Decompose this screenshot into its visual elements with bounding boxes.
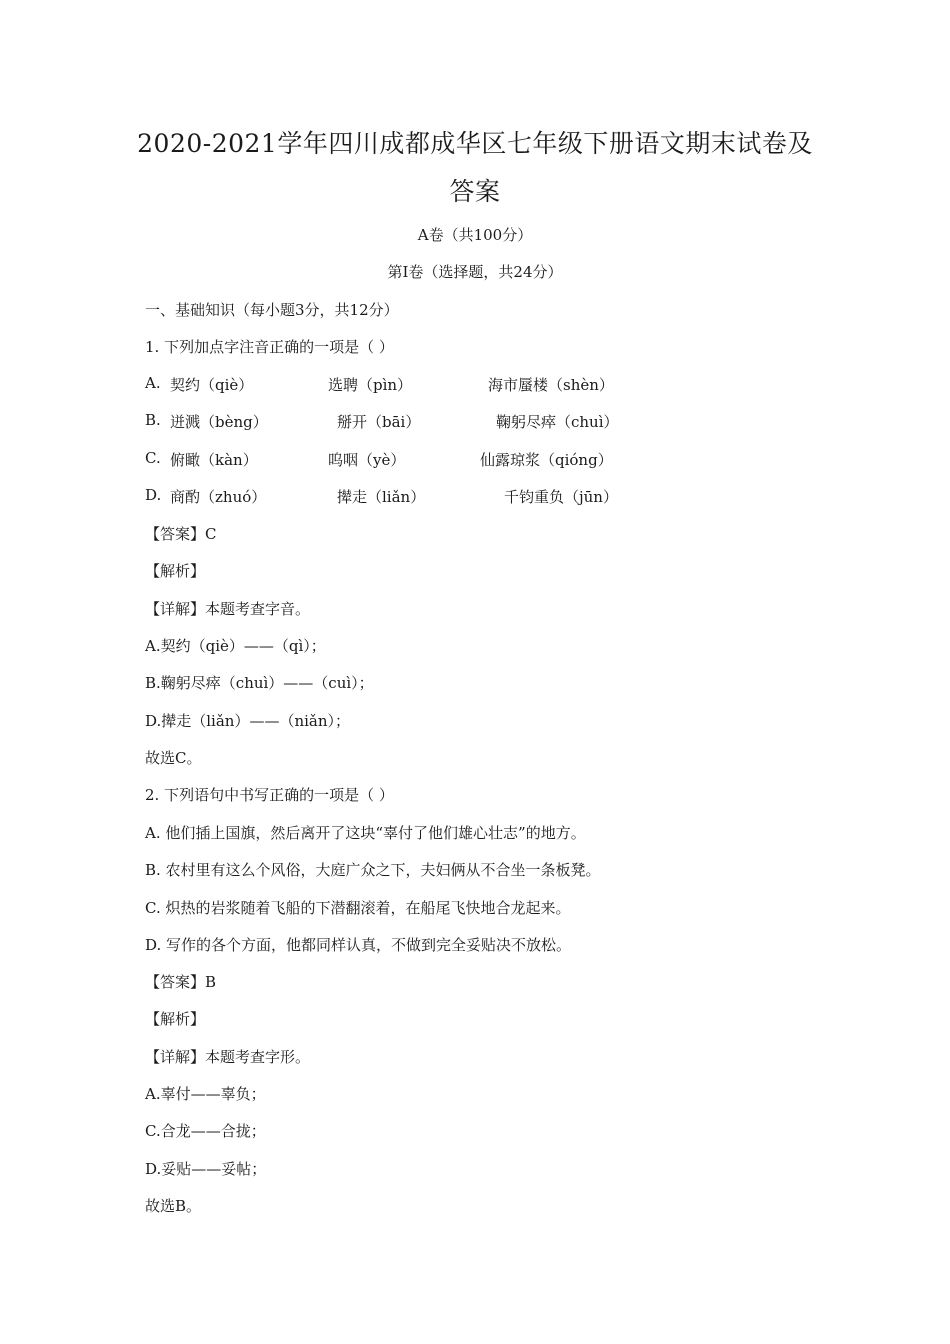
section-1-heading: 一、基础知识（每小题3分，共12分） [145,301,399,319]
q1-option-item: 海市蜃楼（shèn） [488,376,614,394]
doc-title-line2: 答案 [449,177,501,206]
volume-1-heading: 第Ⅰ卷（选择题，共24分） [387,263,563,281]
q1-note: D.撵走（liǎn）——（niǎn）； [145,712,351,730]
q2-option-a: A. 他们插上国旗，然后离开了这块“辜付了他们雄心壮志”的地方。 [145,824,586,842]
q1-option-letter: B. [145,411,161,429]
q1-option-letter: D. [145,486,162,504]
q2-note: C.合龙——合拢； [145,1122,266,1140]
q1-note: A.契约（qiè）——（qì）； [145,637,326,655]
q1-option-item: 掰开（bāi） [337,413,421,431]
q2-answer: 【答案】B [145,973,217,991]
q2-stem: 2. 下列语句中书写正确的一项是（ ） [145,786,394,804]
q1-option-item: 呜咽（yè） [328,451,406,469]
q1-option-item: 俯瞰（kàn） [170,451,258,469]
q2-note: D.妥贴——妥帖； [145,1160,267,1178]
q1-option-item: 仙露琼浆（qióng） [480,451,613,469]
q1-detail: 【详解】本题考查字音。 [145,600,311,618]
q2-detail: 【详解】本题考查字形。 [145,1048,311,1066]
q1-option-item: 商酌（zhuó） [170,488,267,506]
q1-conclusion: 故选C。 [145,749,202,767]
q2-conclusion: 故选B。 [145,1197,202,1215]
paper-a-heading: A卷（共100分） [417,226,533,244]
q1-option-letter: A. [145,374,161,392]
q2-option-c: C. 炽热的岩浆随着飞船的下潜翻滚着，在船尾飞快地合龙起来。 [145,899,571,917]
q1-option-item: 契约（qiè） [170,376,254,394]
doc-title-line1: 2020-2021学年四川成都成华区七年级下册语文期末试卷及 [137,129,813,158]
q1-note: B.鞠躬尽瘁（chuì）——（cuì）； [145,674,374,692]
q1-analysis: 【解析】 [145,562,206,580]
q1-answer: 【答案】C [145,525,217,543]
q2-analysis: 【解析】 [145,1010,206,1028]
q1-option-item: 千钧重负（jūn） [504,488,618,506]
q1-option-item: 迸溅（bèng） [170,413,268,431]
q1-option-item: 撵走（liǎn） [337,488,426,506]
q1-option-letter: C. [145,449,161,467]
q1-stem: 1. 下列加点字注音正确的一项是（ ） [145,338,394,356]
q2-note: A.辜付——辜负； [145,1085,266,1103]
q1-option-item: 鞠躬尽瘁（chuì） [496,413,619,431]
q1-option-item: 选聘（pìn） [328,376,413,394]
q2-option-d: D. 写作的各个方面，他都同样认真，不做到完全妥贴决不放松。 [145,936,572,954]
q2-option-b: B. 农村里有这么个风俗，大庭广众之下，夫妇俩从不合坐一条板凳。 [145,861,601,879]
